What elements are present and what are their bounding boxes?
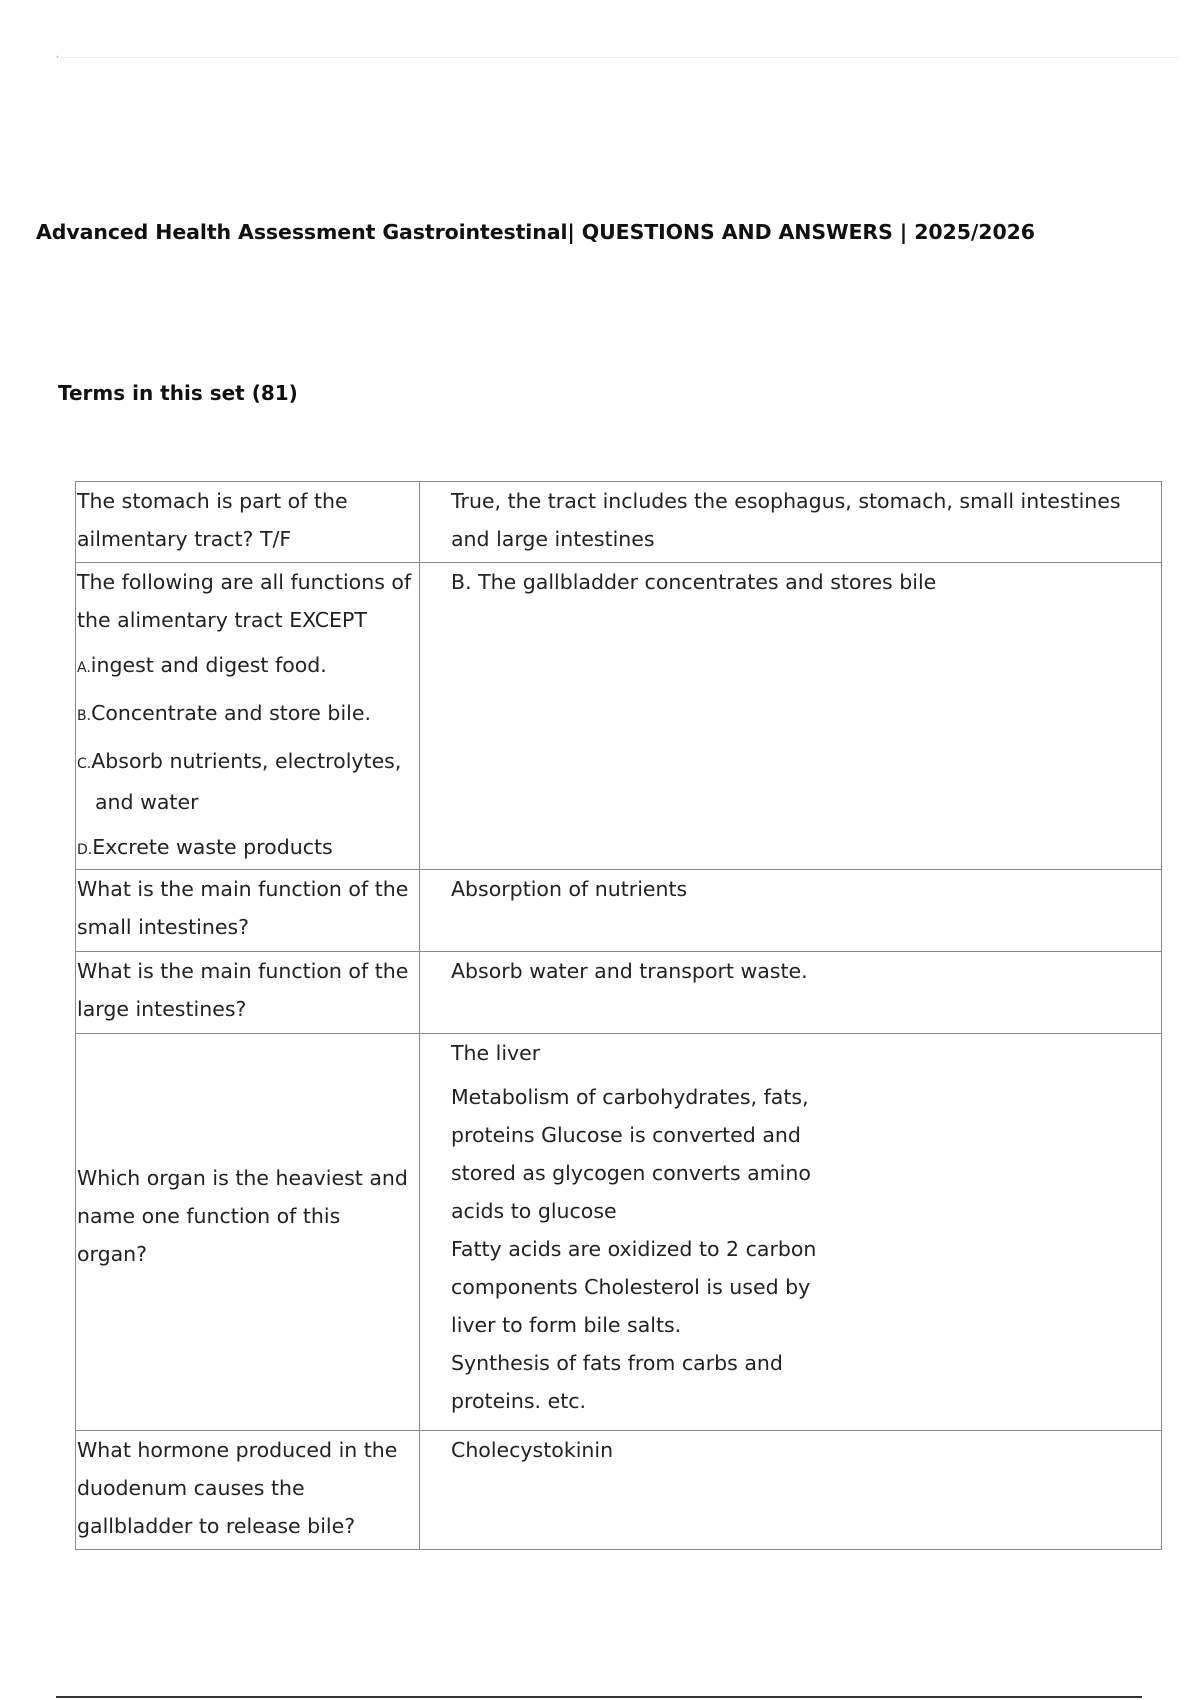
question-text: What is the main function of the large intestines? [77, 959, 409, 1021]
question-cell [76, 952, 420, 1034]
option-c [77, 742, 413, 821]
answer-cell [420, 1034, 1162, 1431]
question-cell [76, 870, 420, 952]
option-b [77, 694, 413, 735]
question-cell [76, 1034, 420, 1431]
option-text: ingest and digest food. [90, 653, 327, 677]
question-text: The following are all functions of the alimentary tract EXCEPT [77, 570, 412, 632]
answer-cell [420, 952, 1162, 1034]
answer-text: True, the tract includes the esophagus, stomach, small intestines and large intestines [451, 489, 1121, 551]
answer-line: The liver [451, 1041, 541, 1065]
option-d [77, 828, 413, 869]
option-letter: B. [77, 708, 92, 724]
flashcard-table [75, 481, 1162, 1550]
table-row [76, 870, 1162, 952]
answer-text: Absorption of nutrients [451, 877, 688, 901]
option-text: Absorb nutrients, electrolytes, [91, 749, 402, 773]
bottom-divider [56, 1696, 1142, 1698]
table-row [76, 1431, 1162, 1550]
answer-cell [420, 1431, 1162, 1550]
question-text: The stomach is part of the ailmentary tract? T/F [77, 489, 348, 551]
answer-text: Absorb water and transport waste. [451, 959, 808, 983]
table-row [76, 952, 1162, 1034]
answer-cell [420, 563, 1162, 870]
answer-line: Synthesis of fats from carbs and proteins. etc. [451, 1351, 783, 1413]
table-row [76, 482, 1162, 563]
option-text: Concentrate and store bile. [91, 701, 371, 725]
option-text-continuation: and water [95, 790, 199, 814]
answer-line: Fatty acids are oxidized to 2 carbon components Cholesterol is used by liver to form bile salts. [451, 1237, 817, 1337]
option-a [77, 646, 413, 687]
page-marker-dot: · [56, 52, 60, 63]
question-text: Which organ is the heaviest and name one function of this organ? [77, 1166, 408, 1266]
document-title: Advanced Health Assessment Gastrointestinal| QUESTIONS AND ANSWERS | 2025/2026 [36, 220, 1035, 244]
question-cell [76, 1431, 420, 1550]
answer-cell [420, 870, 1162, 952]
option-text: Excrete waste products [92, 835, 333, 859]
option-letter: A. [77, 660, 91, 676]
table-row [76, 1034, 1162, 1431]
question-cell [76, 563, 420, 870]
question-text: What hormone produced in the duodenum causes the gallbladder to release bile? [77, 1438, 398, 1538]
option-letter: D. [77, 842, 93, 858]
table-row [76, 563, 1162, 870]
terms-count-heading: Terms in this set (81) [58, 381, 298, 405]
top-divider [56, 57, 1178, 58]
answer-text: Cholecystokinin [451, 1438, 614, 1462]
answer-text: B. The gallbladder concentrates and stores bile [451, 570, 937, 594]
option-letter: C. [77, 756, 92, 772]
question-text: What is the main function of the small intestines? [77, 877, 409, 939]
answer-line: Metabolism of carbohydrates, fats, proteins Glucose is converted and stored as glycogen converts amino acids to glucose [451, 1085, 811, 1223]
question-cell [76, 482, 420, 563]
answer-cell [420, 482, 1162, 563]
